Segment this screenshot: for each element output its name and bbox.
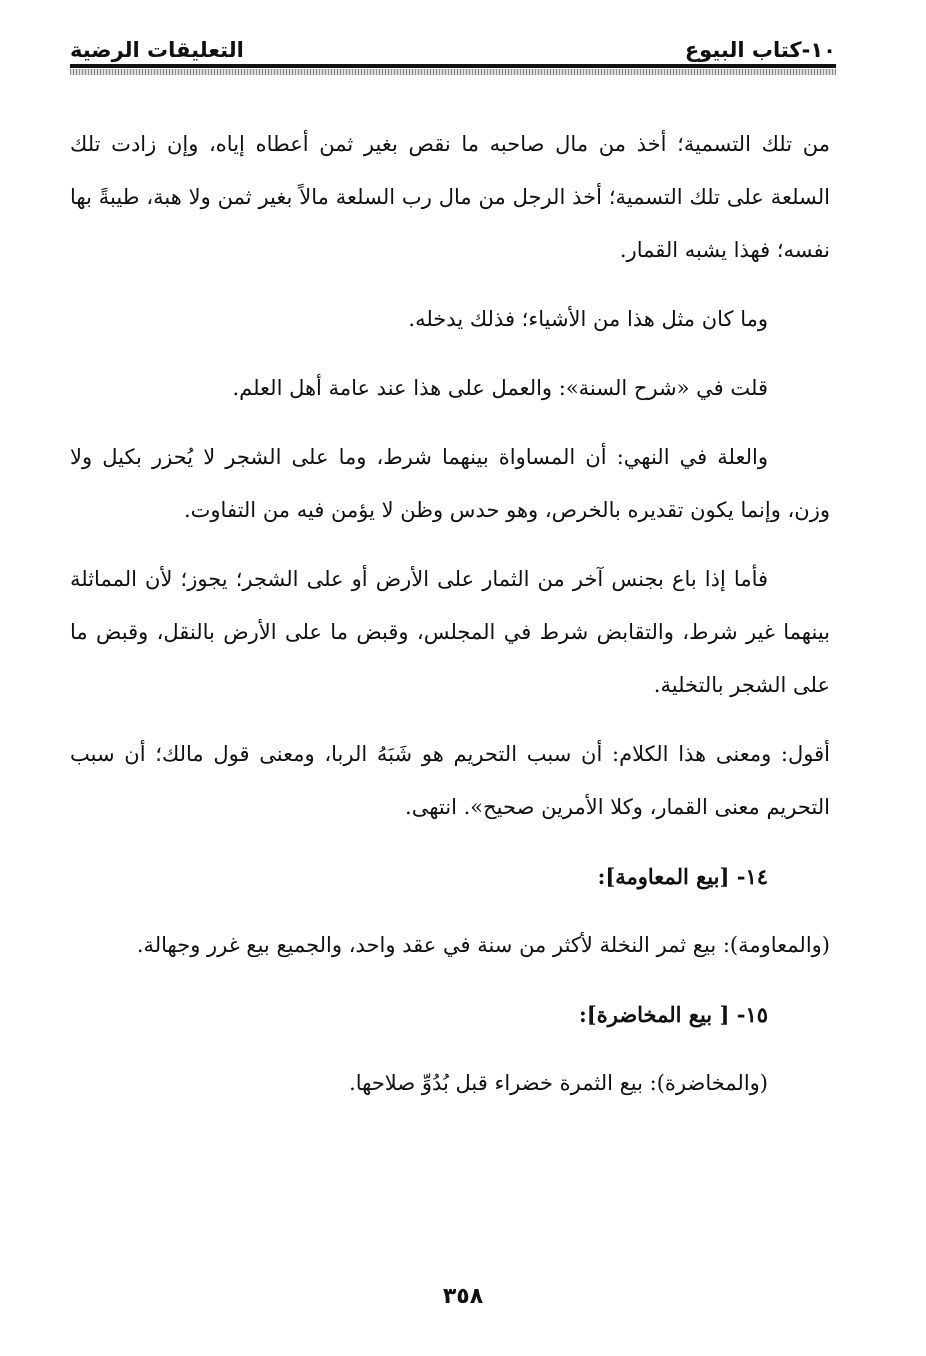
paragraph: (والمخاضرة): بيع الثمرة خضراء قبل بُدُوِّ صلاحها. [349, 1071, 768, 1095]
paragraph: قلت في «شرح السنة»: والعمل على هذا عند عامة أهل العلم. [232, 376, 768, 400]
header-rule [70, 64, 836, 68]
paragraph: (والمعاومة): بيع ثمر النخلة لأكثر من سنة في عقد واحد، والجميع بيع غرر وجهالة. [136, 933, 830, 957]
body-text [70, 118, 830, 1126]
paragraph-continuation: من تلك التسمية؛ أخذ من مال صاحبه ما نقص بغير ثمن أعطاه إياه، وإن زادت تلك السلعة على تلك التسمية؛ أخذ الرجل من مال رب السلعة مالاً بغير ثمن ولا هبة، طيبةً بها نفسه؛ فهذا يشبه القمار. [70, 132, 830, 262]
paragraph: فأما إذا باع بجنس آخر من الثمار على الأرض أو على الشجر؛ يجوز؛ لأن المماثلة بينهما غير شرط، والتقابض شرط في المجلس، وقبض ما على الأرض بالنقل، وقبض ما على الشجر بالتخلية. [70, 567, 830, 697]
book-title: التعليقات الرضية [70, 38, 244, 62]
section-heading-15: ١٥- [ بيع المخاضرة]: [579, 1002, 768, 1027]
paragraph: أقول: ومعنى هذا الكلام: أن سبب التحريم هو شَبَهُ الربا، ومعنى قول مالك؛ أن سبب التحريم معنى القمار، وكلا الأمرين صحيح». انتهى. [70, 742, 830, 819]
chapter-title: ١٠-كتاب البيوع [684, 38, 836, 62]
paragraph: والعلة في النهي: أن المساواة بينهما شرط، وما على الشجر لا يُحزر بكيل ولا وزن، وإنما يكون تقديره بالخرص، وهو حدس وظن لا يؤمن فيه من التفاوت. [70, 445, 830, 522]
running-header [70, 28, 836, 62]
header-rule-shade [70, 69, 836, 75]
page-number: ٣٥٨ [442, 1284, 484, 1309]
paragraph: وما كان مثل هذا من الأشياء؛ فذلك يدخله. [408, 307, 768, 331]
section-heading-14: ١٤- [بيع المعاومة]: [597, 864, 768, 889]
